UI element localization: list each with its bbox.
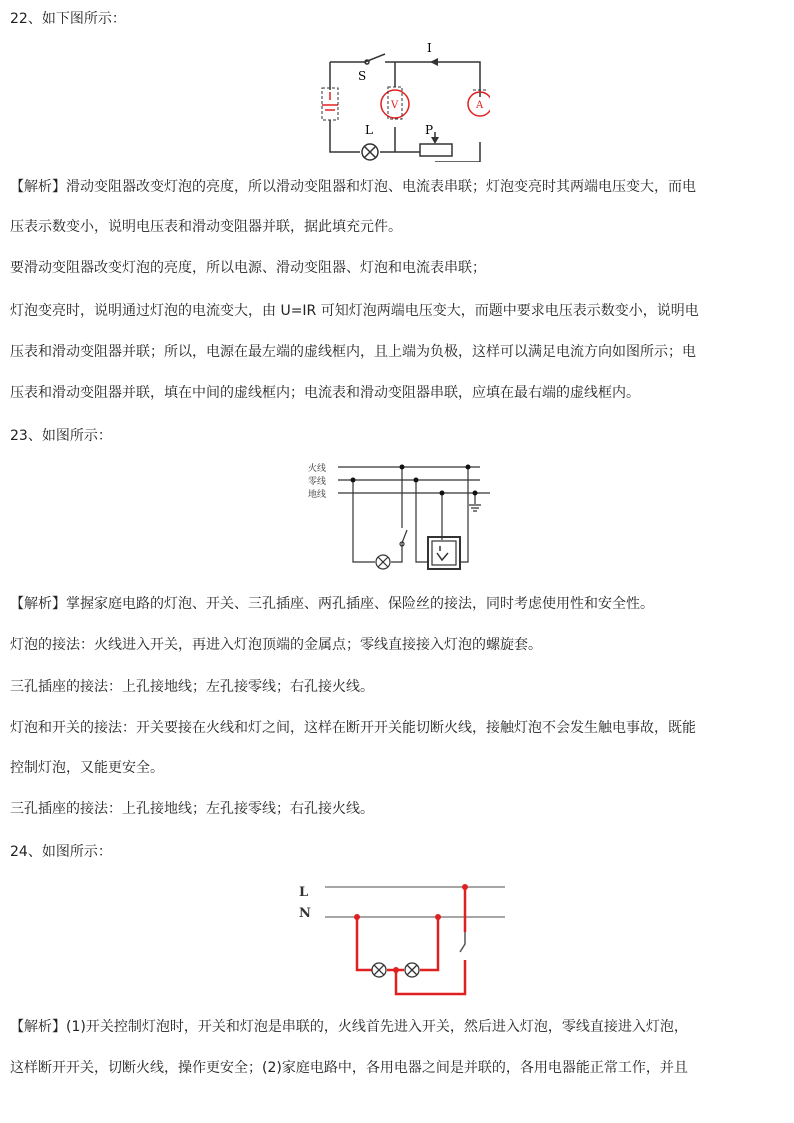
lamp-label: L <box>365 123 373 137</box>
q23-header: 23、如图所示： <box>10 428 112 444</box>
q23-line: 灯泡和开关的接法：开关要接在火线和灯之间，这样在断开开关能切断火线，接触灯泡不会发生触电事故，既能 <box>10 720 696 736</box>
slider-label: P <box>425 123 434 137</box>
switch-label: S <box>358 69 367 83</box>
q22-header: 22、如下图所示： <box>10 11 126 27</box>
N-line-label: N <box>299 906 311 921</box>
q23-line: 灯泡的接法：火线进入开关，再进入灯泡顶端的金属点；零线直接接入灯泡的螺旋套。 <box>10 637 542 653</box>
neutral-wire-label: 零线 <box>308 477 327 487</box>
q23-line: 三孔插座的接法：上孔接地线；左孔接零线；右孔接火线。 <box>10 679 374 695</box>
switch-icon <box>460 932 465 952</box>
q22-line: 压表和滑动变阻器并联，填在中间的虚线框内；电流表和滑动变阻器串联，应填在最右端的虚线框内。 <box>10 385 640 401</box>
q24-line: 这样断开开关，切断火线，操作更安全；(2)家庭电路中，各用电器之间是并联的，各用电器能正常工作，并且 <box>10 1060 688 1076</box>
ground-wire-label: 地线 <box>308 490 327 500</box>
q24-header: 24、如图所示： <box>10 844 112 860</box>
q22-circuit-diagram <box>310 42 490 162</box>
socket-icon <box>437 546 448 560</box>
voltmeter-label: V <box>391 100 399 111</box>
q23-line: 三孔插座的接法：上孔接地线；左孔接零线；右孔接火线。 <box>10 801 374 817</box>
q24-line: 【解析】(1)开关控制灯泡时，开关和灯泡是串联的，火线首先进入开关，然后进入灯泡，零线直接进入灯泡， <box>10 1019 688 1035</box>
ammeter-label: A <box>476 100 484 111</box>
live-wire-label: 火线 <box>308 464 327 474</box>
q23-line: 【解析】掌握家庭电路的灯泡、开关、三孔插座、两孔插座、保险丝的接法，同时考虑使用性和安全性。 <box>10 596 654 612</box>
current-label: I <box>427 42 432 55</box>
q22-line: 灯泡变亮时，说明通过灯泡的电流变大，由 U=IR 可知灯泡两端电压变大，而题中要求电压表示数变小，说明电 <box>10 303 699 319</box>
q24-circuit-diagram <box>290 872 510 1002</box>
q22-line: 【解析】滑动变阻器改变灯泡的亮度，所以滑动变阻器和灯泡、电流表串联；灯泡变亮时其两端电压变大，而电 <box>10 179 696 195</box>
q22-line: 压表示数变小，说明电压表和滑动变阻器并联，据此填充元件。 <box>10 219 402 235</box>
q22-line: 要滑动变阻器改变灯泡的亮度，所以电源、滑动变阻器、灯泡和电流表串联； <box>10 260 486 276</box>
current-arrow-icon <box>430 58 438 66</box>
q22-line: 压表和滑动变阻器并联；所以，电源在最左端的虚线框内，且上端为负极，这样可以满足电流方向如图所示；电 <box>10 344 696 360</box>
L-line-label: L <box>299 885 309 900</box>
q23-line: 控制灯泡，又能更安全。 <box>10 760 164 776</box>
q23-household-circuit-diagram <box>305 458 500 578</box>
